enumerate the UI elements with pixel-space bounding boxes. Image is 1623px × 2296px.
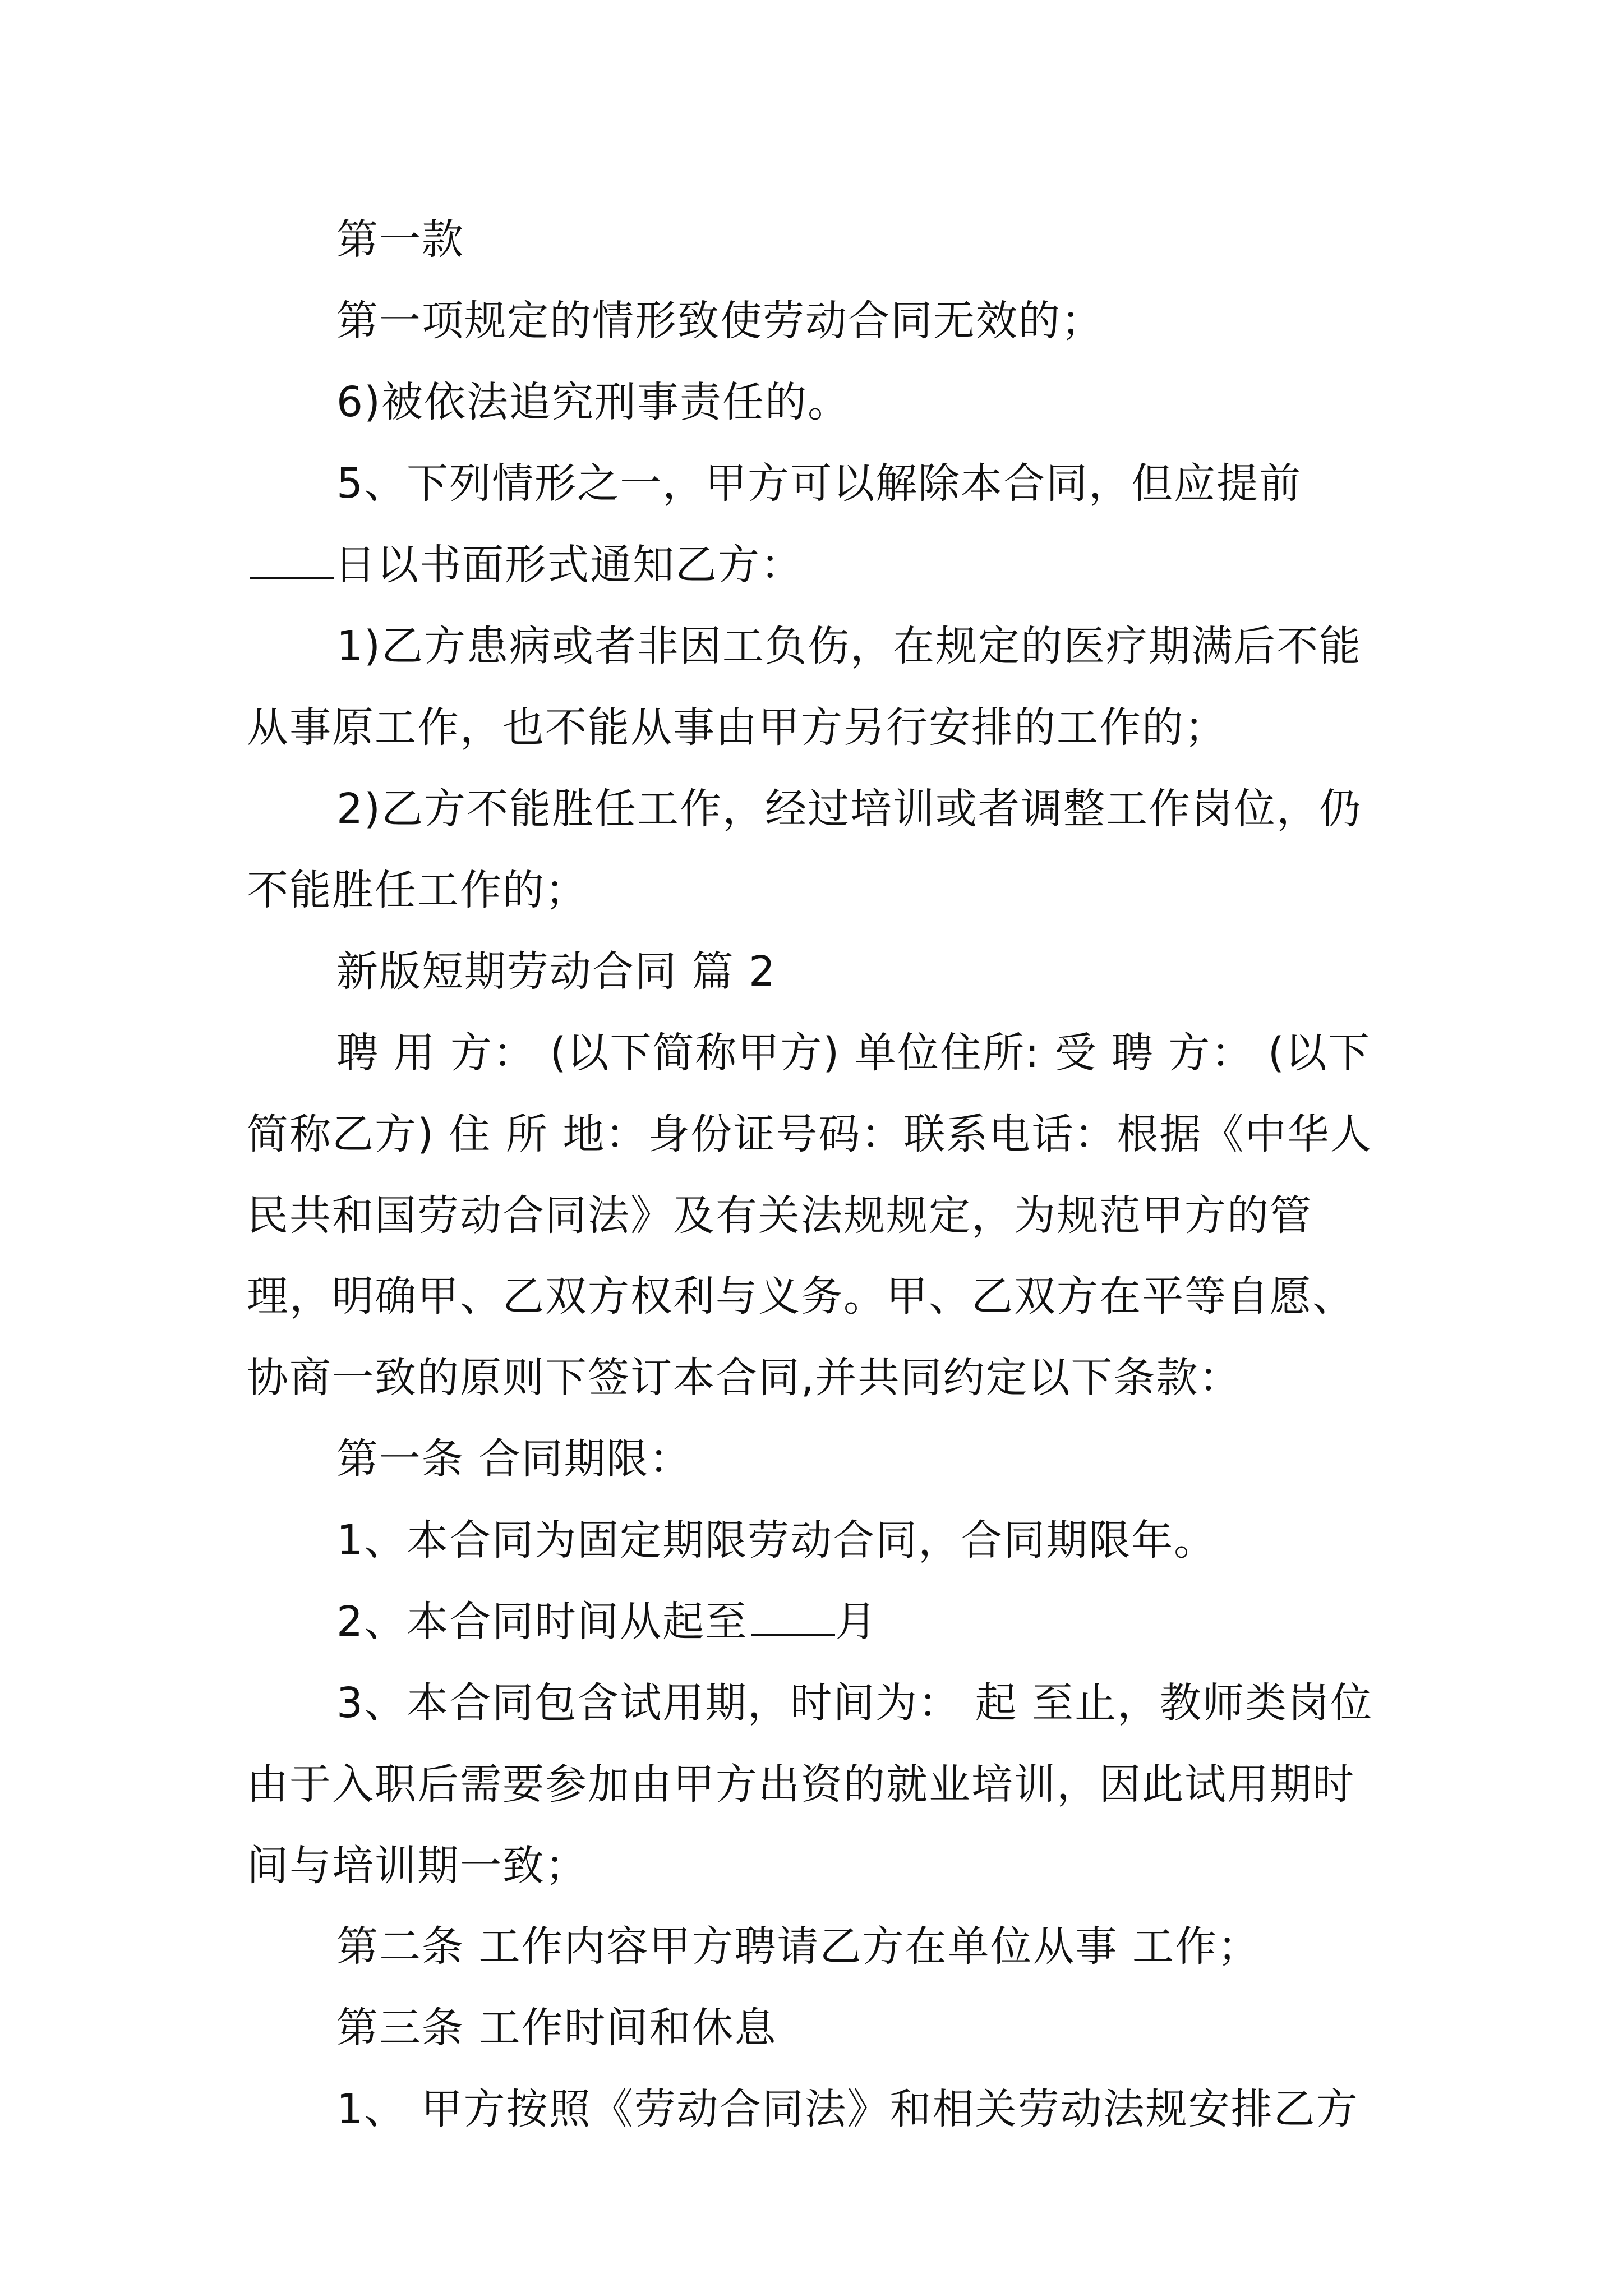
paragraph-clause-1	[247, 199, 1385, 280]
paragraph-contract-period	[247, 1581, 1385, 1663]
paragraph-text: 1、 甲方按照《劳动合同法》和相关劳动法规安排乙方	[336, 2085, 1359, 2133]
paragraph-fixed-term	[247, 1500, 1385, 1581]
paragraph-text: 5、下列情形之一，甲方可以解除本合同，但应提前	[336, 459, 1302, 508]
heading-text: 第三条 工作时间和休息	[336, 2004, 777, 2052]
article-3-heading	[247, 1987, 1385, 2069]
paragraph-text-suffix: 月	[835, 1598, 878, 1646]
paragraph-text: 聘 用 方： (以下简称甲方) 单位住所: 受 聘 方： (以下简称乙方) 住 所 地：身份证号码：联系电话：根据《中华人民共和国劳动合同法》及有关法规规定，为规范甲方的管理，明确甲、乙双方权利与义务。甲、乙双方在平等自愿、协商一致的原则下签订本合同,并共同约定以下条款：	[247, 1029, 1373, 1402]
heading-text: 第一条 合同期限：	[336, 1435, 692, 1483]
paragraph-criminal-liability	[247, 362, 1385, 443]
blank-line	[751, 1600, 835, 1636]
paragraph-invalid-contract	[247, 280, 1385, 362]
paragraph-probation	[247, 1663, 1385, 1906]
paragraph-work-arrangement	[247, 2069, 1385, 2150]
paragraph-text: 2)乙方不能胜任工作，经过培训或者调整工作岗位，仍不能胜任工作的；	[247, 785, 1362, 914]
paragraph-termination-notice	[247, 443, 1385, 606]
heading-text: 新版短期劳动合同 篇 2	[336, 947, 777, 996]
paragraph-text: 第二条 工作内容甲方聘请乙方在单位从事 工作；	[336, 1922, 1261, 1971]
paragraph-text: 3、本合同包含试用期，时间为： 起 至止，教师类岗位由于入职后需要参加由甲方出资的就业培训，因此试用期时间与培训期一致；	[247, 1679, 1373, 1890]
paragraph-incompetence	[247, 769, 1385, 931]
paragraph-text: 6)被依法追究刑事责任的。	[336, 378, 850, 426]
paragraph-text: 第一款	[336, 215, 464, 264]
paragraph-illness-injury	[247, 606, 1385, 769]
blank-line	[250, 544, 334, 579]
paragraph-parties-preamble	[247, 1013, 1385, 1419]
article-2-job-content	[247, 1906, 1385, 1987]
paragraph-text: 第一项规定的情形致使劳动合同无效的；	[336, 297, 1104, 345]
section-heading-part-2	[247, 931, 1385, 1013]
paragraph-text-suffix: 日以书面形式通知乙方：	[334, 540, 803, 589]
paragraph-text: 2、本合同时间从起至	[336, 1598, 748, 1646]
paragraph-text: 1)乙方患病或者非因工负伤，在规定的医疗期满后不能从事原工作，也不能从事由甲方另行安排的工作的；	[247, 622, 1362, 752]
article-1-heading	[247, 1419, 1385, 1500]
paragraph-text: 1、本合同为固定期限劳动合同，合同期限年。	[336, 1516, 1217, 1565]
